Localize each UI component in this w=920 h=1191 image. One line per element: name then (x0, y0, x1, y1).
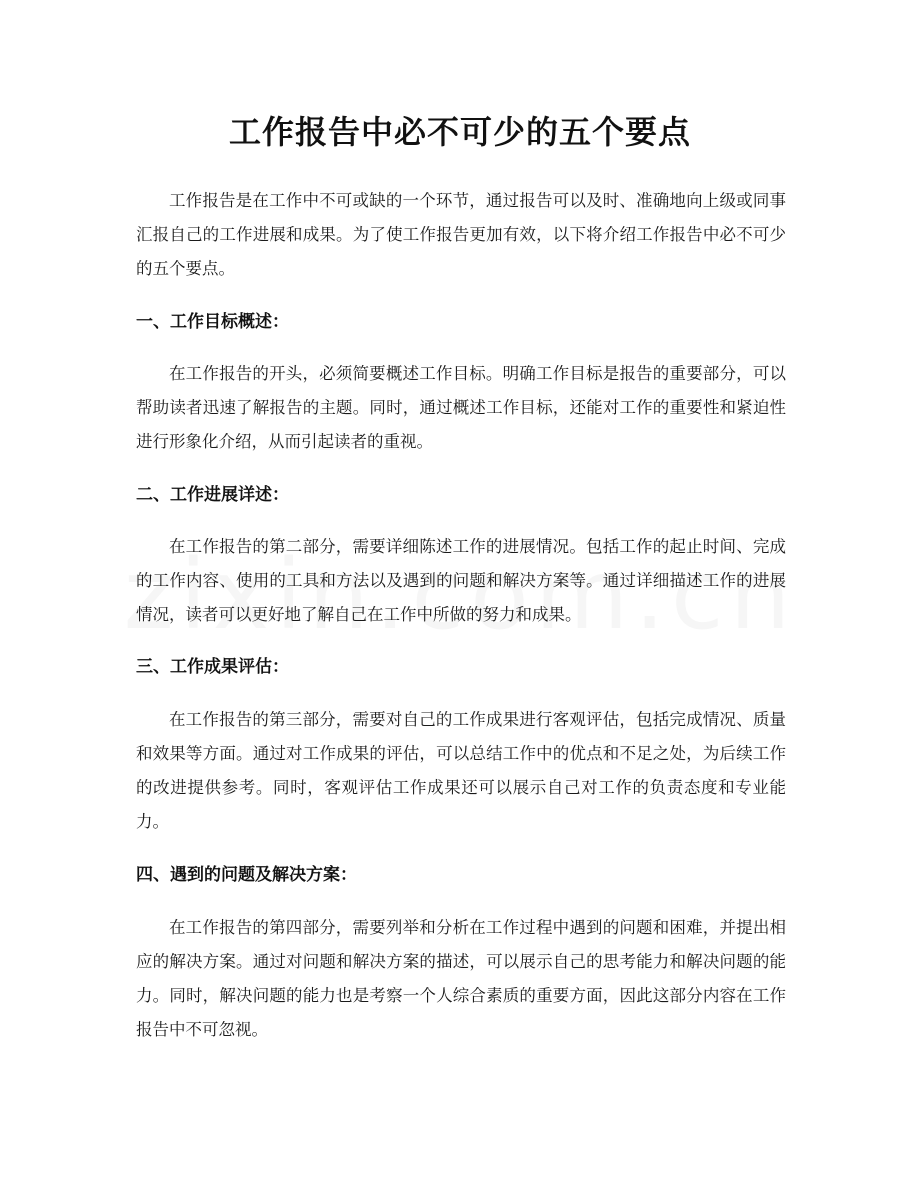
section-body-3: 在工作报告的第三部分，需要对自己的工作成果进行客观评估，包括完成情况、质量和效果等方面。通过对工作成果的评估，可以总结工作中的优点和不足之处，为后续工作的改进提供参考。同时，客观评估工作成果还可以展示自己对工作的负责态度和专业能力。 (136, 710, 786, 831)
page-title: 工作报告中必不可少的五个要点 (228, 113, 691, 151)
intro-paragraph: 工作报告是在工作中不可或缺的一个环节，通过报告可以及时、准确地向上级或同事汇报自己的工作进展和成果。为了使工作报告更加有效，以下将介绍工作报告中必不可少的五个要点。 (136, 191, 786, 278)
section-body-4: 在工作报告的第四部分，需要列举和分析在工作过程中遇到的问题和困难，并提出相应的解决方案。通过对问题和解决方案的描述，可以展示自己的思考能力和解决问题的能力。同时，解决问题的能力也是考察一个人综合素质的重要方面，因此这部分内容在工作报告中不可忽视。 (136, 918, 786, 1039)
section-body-1: 在工作报告的开头，必须简要概述工作目标。明确工作目标是报告的重要部分，可以帮助读者迅速了解报告的主题。同时，通过概述工作目标，还能对工作的重要性和紧迫性进行形象化介绍，从而引起读者的重视。 (136, 364, 786, 451)
section-heading-4: 四、遇到的问题及解决方案： (136, 865, 357, 885)
section-heading-3: 三、工作成果评估： (136, 657, 289, 677)
section-heading-1: 一、工作目标概述： (136, 312, 289, 332)
section-body-2: 在工作报告的第二部分，需要详细陈述工作的进展情况。包括工作的起止时间、完成的工作内容、使用的工具和方法以及遇到的问题和解决方案等。通过详细描述工作的进展情况，读者可以更好地了解自己在工作中所做的努力和成果。 (136, 537, 786, 624)
section-heading-2: 二、工作进展详述： (136, 485, 289, 505)
